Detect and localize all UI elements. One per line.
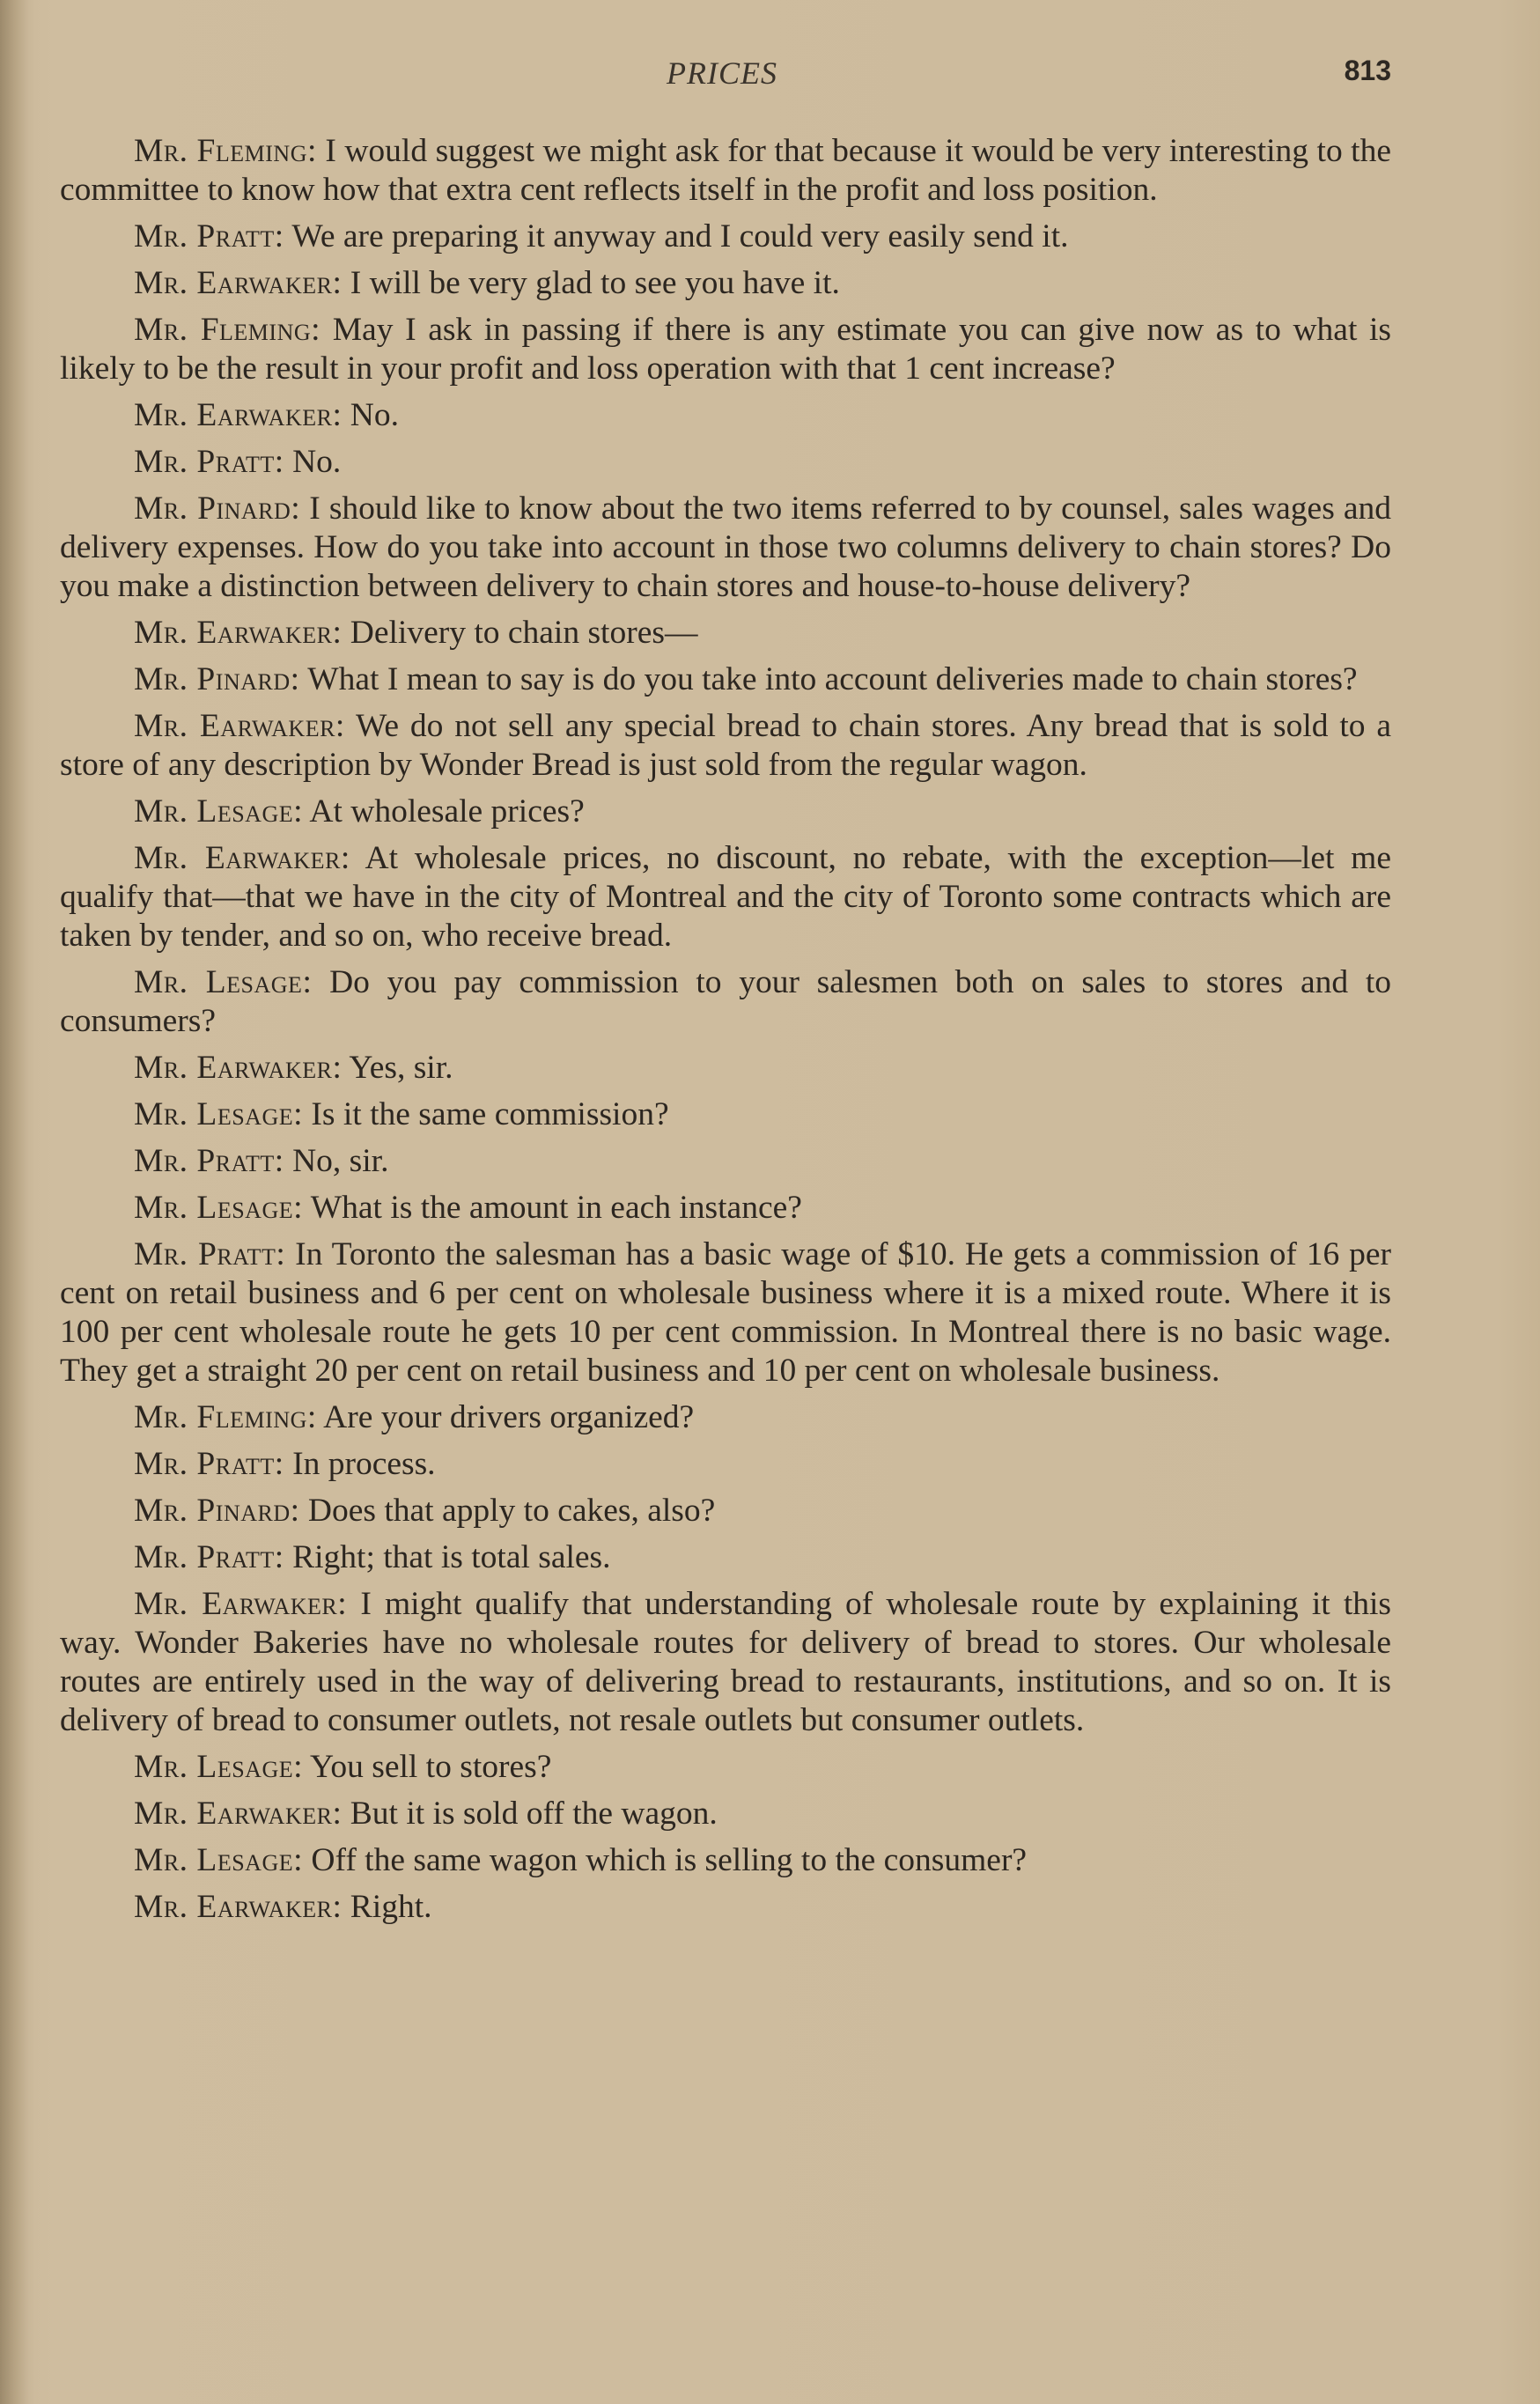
- transcript-body: [60, 132, 1391, 1935]
- paragraph: [60, 1795, 1391, 1833]
- binding-gutter: [0, 0, 30, 2404]
- speaker-name: Mr. Earwaker:: [134, 840, 350, 876]
- speaker-name: Mr. Lesage:: [134, 1096, 304, 1132]
- speaker-name: Mr. Fleming:: [134, 133, 317, 169]
- paragraph: [60, 1888, 1391, 1927]
- paragraph: [60, 443, 1391, 482]
- speaker-name: Mr. Earwaker:: [134, 708, 345, 744]
- paragraph: [60, 218, 1391, 256]
- paragraph: [60, 963, 1391, 1041]
- paragraph: [60, 311, 1391, 388]
- paragraph: [60, 396, 1391, 435]
- paragraph: [60, 1235, 1391, 1390]
- paragraph-text: Delivery to chain stores—: [350, 615, 698, 651]
- speaker-name: Mr. Lesage:: [134, 1190, 304, 1226]
- speaker-name: Mr. Earwaker:: [134, 1586, 348, 1622]
- paragraph-text: I will be very glad to see you have it.: [350, 265, 840, 301]
- speaker-name: Mr. Pinard:: [134, 661, 300, 697]
- paragraph: [60, 490, 1391, 606]
- paragraph: [60, 660, 1391, 699]
- paragraph-text: We do not sell any special bread to chain stores. Any bread that is sold to a store of any description by Wonder Bread is just sold from the regular wagon.: [60, 708, 1391, 783]
- speaker-name: Mr. Pratt:: [134, 218, 284, 254]
- paragraph: [60, 1492, 1391, 1530]
- paragraph: [60, 1585, 1391, 1740]
- paragraph-text: Is it the same commission?: [311, 1096, 669, 1132]
- paragraph-text: What I mean to say is do you take into account deliveries made to chain stores?: [307, 661, 1358, 697]
- paragraph-text: Right; that is total sales.: [292, 1539, 611, 1575]
- paragraph-text: May I ask in passing if there is any estimate you can give now as to what is likely to be the result in your profit and loss operation with that 1 cent increase?: [60, 312, 1391, 387]
- speaker-name: Mr. Earwaker:: [134, 265, 343, 301]
- page-number: 813: [1344, 55, 1391, 86]
- paragraph: [60, 1398, 1391, 1437]
- paragraph-text: Does that apply to cakes, also?: [307, 1493, 716, 1529]
- paragraph-text: Off the same wagon which is selling to the consumer?: [311, 1842, 1028, 1878]
- speaker-name: Mr. Earwaker:: [134, 1889, 343, 1925]
- speaker-name: Mr. Earwaker:: [134, 615, 343, 651]
- speaker-name: Mr. Fleming:: [134, 1399, 317, 1435]
- paragraph-text: But it is sold off the wagon.: [350, 1796, 718, 1832]
- paragraph-text: In process.: [292, 1446, 436, 1482]
- paragraph-text: I should like to know about the two items referred to by counsel, sales wages and delivery expenses. How do you take into account in those two columns delivery to chain stores? Do you make a distinction between delivery to chain stores and house-to-house delivery?: [60, 490, 1391, 604]
- paragraph-text: Do you pay commission to your salesmen both on sales to stores and to consumers?: [60, 964, 1391, 1039]
- speaker-name: Mr. Pratt:: [134, 1539, 284, 1575]
- paragraph: [60, 132, 1391, 210]
- speaker-name: Mr. Pinard:: [134, 490, 301, 527]
- speaker-name: Mr. Earwaker:: [134, 1050, 343, 1086]
- speaker-name: Mr. Earwaker:: [134, 1796, 343, 1832]
- paragraph-text: You sell to stores?: [310, 1749, 552, 1785]
- speaker-name: Mr. Pratt:: [134, 1236, 286, 1272]
- speaker-name: Mr. Pinard:: [134, 1493, 300, 1529]
- speaker-name: Mr. Lesage:: [134, 1842, 304, 1878]
- speaker-name: Mr. Earwaker:: [134, 397, 343, 433]
- paragraph-text: What is the amount in each instance?: [310, 1190, 802, 1226]
- paragraph-text: I might qualify that understanding of wholesale route by explaining it this way. Wonder Bakeries have no wholesale routes for delivery of bread to stores. Our wholesale routes are entirely used in the way of delivering bread to restaurants, institutions, and so on. It is delivery of bread to consumer outlets, not resale outlets but consumer outlets.: [60, 1586, 1391, 1738]
- paragraph: [60, 1095, 1391, 1134]
- paragraph-text: Are your drivers organized?: [323, 1399, 695, 1435]
- paragraph: [60, 1748, 1391, 1787]
- paragraph: [60, 839, 1391, 955]
- paragraph-text: I would suggest we might ask for that because it would be very interesting to the committee to know how that extra cent reflects itself in the profit and loss position.: [60, 133, 1391, 208]
- speaker-name: Mr. Lesage:: [134, 1749, 304, 1785]
- paragraph-text: In Toronto the salesman has a basic wage of $10. He gets a commission of 16 per cent on retail business and 6 per cent on wholesale business where it is a mixed route. Where it is 100 per cent wholesale route he gets 10 per cent commission. In Montreal there is no basic wage. They get a straight 20 per cent on retail business and 10 per cent on wholesale business.: [60, 1236, 1391, 1389]
- speaker-name: Mr. Fleming:: [134, 312, 321, 348]
- paragraph: [60, 793, 1391, 831]
- paragraph-text: Right.: [350, 1889, 432, 1925]
- speaker-name: Mr. Pratt:: [134, 1143, 284, 1179]
- paragraph-text: No.: [292, 444, 342, 480]
- running-head: [53, 55, 1391, 99]
- paragraph: [60, 1049, 1391, 1088]
- paragraph: [60, 1189, 1391, 1228]
- paragraph: [60, 264, 1391, 303]
- paragraph-text: We are preparing it anyway and I could very easily send it.: [291, 218, 1069, 254]
- speaker-name: Mr. Lesage:: [134, 793, 304, 830]
- paragraph-text: No, sir.: [292, 1143, 389, 1179]
- speaker-name: Mr. Pratt:: [134, 444, 284, 480]
- paragraph-text: No.: [350, 397, 399, 433]
- paragraph-text: Yes, sir.: [349, 1050, 453, 1086]
- paragraph: [60, 1841, 1391, 1880]
- paragraph: [60, 1538, 1391, 1577]
- paragraph: [60, 614, 1391, 653]
- paragraph-text: At wholesale prices?: [309, 793, 585, 830]
- paragraph: [60, 1142, 1391, 1181]
- speaker-name: Mr. Lesage:: [134, 964, 313, 1000]
- speaker-name: Mr. Pratt:: [134, 1446, 284, 1482]
- paragraph-text: At wholesale prices, no discount, no rebate, with the exception—let me qualify that—that we have in the city of Montreal and the city of Toronto some contracts which are taken by tender, and so on, who receive bread.: [60, 840, 1391, 954]
- running-title: PRICES: [667, 55, 777, 91]
- paragraph: [60, 1445, 1391, 1484]
- paragraph: [60, 707, 1391, 785]
